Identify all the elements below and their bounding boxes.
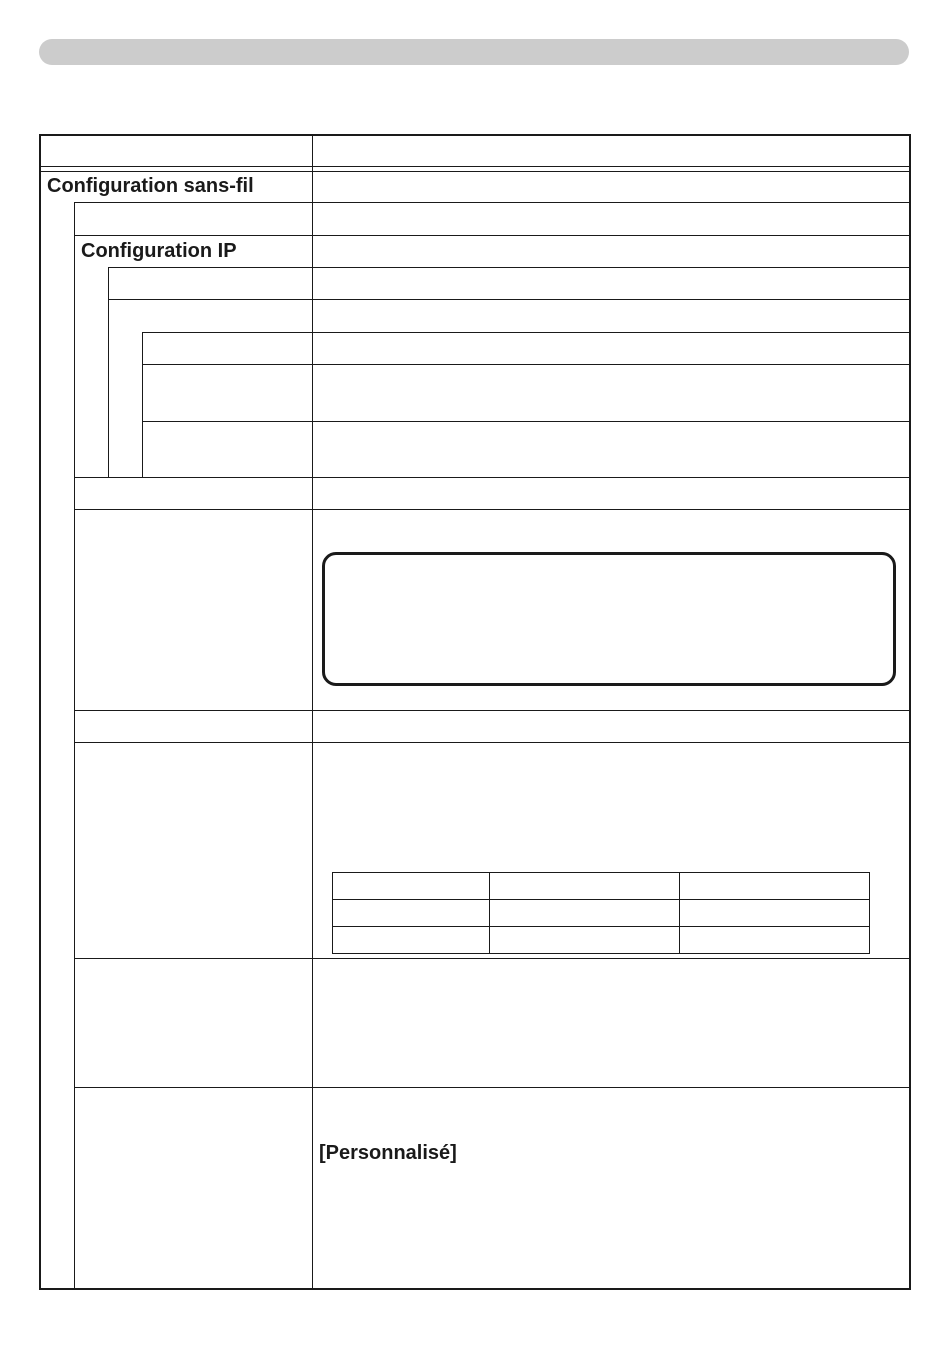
row-separator	[74, 509, 910, 510]
header-rule-1	[40, 166, 910, 167]
custom-label: [Personnalisé]	[319, 1142, 457, 1164]
indent-level-3	[142, 332, 143, 477]
table-cell	[333, 927, 490, 954]
table-border-left	[39, 134, 41, 1290]
column-divider	[312, 135, 313, 1289]
ip-setup-title: Configuration IP	[81, 240, 237, 262]
table-row	[333, 873, 870, 900]
table-cell	[333, 900, 490, 927]
row-separator	[74, 1087, 910, 1088]
table-cell	[490, 873, 680, 900]
sub-table	[332, 872, 870, 954]
row-separator	[74, 958, 910, 959]
row-separator	[74, 235, 910, 236]
table-cell	[490, 927, 680, 954]
row-separator	[74, 742, 910, 743]
table-border-right	[909, 134, 911, 1290]
table-row	[333, 927, 870, 954]
row-separator	[74, 710, 910, 711]
row-separator	[142, 364, 910, 365]
row-separator	[142, 421, 910, 422]
table-border-top	[39, 134, 911, 136]
table-row	[333, 900, 870, 927]
table-cell	[680, 900, 870, 927]
note-box	[322, 552, 896, 686]
header-rule-2	[40, 171, 910, 172]
table-cell	[333, 873, 490, 900]
row-separator	[142, 332, 910, 333]
table-cell	[490, 900, 680, 927]
indent-level-1	[74, 202, 75, 1289]
row-separator	[108, 299, 910, 300]
row-separator	[74, 477, 910, 478]
row-separator	[74, 202, 910, 203]
table-cell	[680, 927, 870, 954]
row-separator	[108, 267, 910, 268]
table-border-bottom	[39, 1288, 911, 1290]
section-title: Configuration sans-fil	[47, 175, 254, 197]
table-cell	[680, 873, 870, 900]
